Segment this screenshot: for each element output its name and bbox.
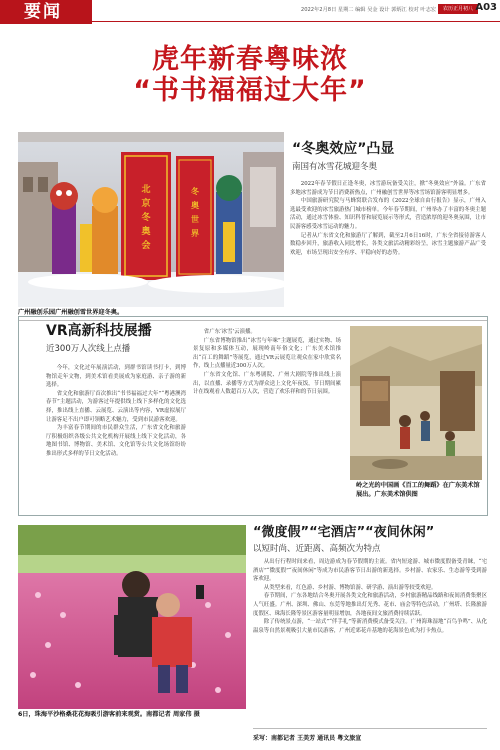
footer-divider [253,728,487,729]
vr-paragraph: 广东省文化馆、广东粤剧院、广州大剧院等推出线上演出，以直播、录播等方式为群众送上文化年夜饭，节日期间累计在线观看人数超百万人次，营造了欢乐祥和的节日氛围。 [193,371,341,396]
snow-photo-caption: 广州融创乐园广州融创雪世界迎冬奥。 [18,309,124,316]
section-name: 要闻 [0,0,92,24]
vr-section-title: VR高新科技展播 [46,323,152,339]
holiday-section-body [253,558,487,724]
snow-paragraph: 中国旅游研究院与马蜂窝联合发布的《2022全球自由行报告》显示，广州入选最受欢迎的冰雪旅游热门城市榜单。今年春节期间，广州举办了丰富的冬奥主题活动，通过冰雪体验、知识科普和展览展示等形式，营造浓厚的迎冬奥氛围，让市民游客感受冰雪运动的魅力。 [290,198,486,230]
vr-paragraph: 广东省博物馆推出“冰雪与年味”主题展览，通过实物、场景复原和多媒体互动，展现岭南年俗文化；广东美术馆推出“百工的舞蹈”等展览，通过VR云展览让观众在家中欣赏名作，线上点播量近300万人次。 [193,337,341,370]
svg-text:会: 会 [141,241,151,251]
svg-text:京: 京 [141,199,151,209]
svg-text:奥: 奥 [141,227,151,237]
vr-column-1 [46,364,186,512]
vr-paragraph: 省文化和旅游厅首次推出“书书福福过大年”“粤港澳湾春节”主题活动，为游客过年提供线上线下多样化的文化选择，推出线上直播、云展览、云演出等内容，VR虚拟展厅让游客足不出户即可领略艺术魅力，受到市民游客欢迎。 [46,390,186,423]
svg-text:北: 北 [141,185,151,195]
issue-meta: 2022年2月8日 星期二 编辑 吴金 设计 郭炳江 校对 叶志宏 [300,7,436,13]
svg-text:冬: 冬 [141,213,151,223]
snow-section-body [290,180,486,305]
vr-paragraph: 省广东‘冰雪’云演播。 [203,329,256,335]
snow-world-photo [18,132,284,307]
holiday-section-subtitle: 以短时尚、近距离、高频次为特点 [253,544,381,554]
svg-text:界: 界 [191,229,199,238]
painting-photo [350,326,482,480]
page-number: A03 [475,2,497,13]
vr-section-subtitle: 近300万人次线上点播 [46,344,131,354]
main-headline [0,44,500,106]
holiday-paragraph: 春节期间，广东各地结合冬奥开展各类文化和旅游活动，乡村旅游精品线路和夜间消费集聚区人气旺盛。广州、深圳、佛山、东莞等地推出灯光秀、花市、庙会等特色活动，广州塔、长隆旅游度假区、珠海长隆等景区游客量明显增加，各地夜间文旅消费持续活跃。 [253,593,487,617]
snow-paragraph: 2022年春节假日正逢冬奥，冰雪游玩备受关注，掀“冬奥效应”外溢。广东省多地冰雪游成为节日消费新热点，广州融创雪世界等冰雪场馆游客明显增多。 [290,181,486,196]
holiday-paragraph: 从出行行程时间来看，周边游成为春节假期的主流。省内短途游、城市微度假备受青睐，“宅酒店”“微度假”“夜间休闲”等成为市民游客节日出游的新选择。乡村游、农家乐、生态游等受到游客欢迎。 [253,559,487,583]
flower-field-photo [18,525,246,709]
flower-photo-caption: 6日，珠海平沙格桑花花海吸引游客前来观赏。南都记者 周家伟 摄 [18,711,200,718]
main-headline-line2: “书书福福过大年” [133,75,367,106]
holiday-paragraph: 除了传统景点游，“一站式”“伴手礼”等新消费模式备受关注。广州海珠湿地“百鸟争鸣”、从化温泉等自然景观吸引大量市民游客，广州近郊花卉基地的花海景色成为打卡热点。 [253,619,487,634]
holiday-paragraph: 从类型来看，红色游、乡村游、博物馆游、研学游、演出游等较受欢迎。 [263,584,437,591]
vr-paragraph: 今年，文化过年展演活动，到群书馆读书打卡，到博物馆走年文物，到美术馆看美展成为家庭游、亲子游的新选择。 [46,365,186,389]
snow-section-subtitle: 南国有冰雪花城迎冬奥 [292,162,378,172]
header-tag: 农历正月初八 [438,4,478,14]
svg-text:世: 世 [191,215,199,224]
svg-text:奥: 奥 [191,201,199,210]
article-credits: 采写：南都记者 王美芳 通讯员 粤文旅宣 [253,735,362,742]
vr-column-2 [193,328,341,512]
painting-caption: 岭之光的中国画《百工的舞蹈》在广东美术馆展出。广东美术馆供图 [356,482,480,498]
snow-section-title: “冬奥效应”凸显 [292,141,395,157]
main-headline-line1: 虎年新春粤味浓 [152,44,348,75]
holiday-section-title: “微度假”“宅酒店”“夜间休闲” [253,525,435,540]
vr-paragraph: 为丰富春节期间的市民群众生活，广东省文化和旅游厅积极组织各级公共文化机构开展线上线下文化活动，各地图书馆、博物馆、美术馆、文化馆等公共文化场馆纷纷推出形式多样的节日文化活动。 [46,425,186,457]
page-header [0,0,500,22]
snow-paragraph: 记者从广东省文化和旅游厅了解到，截至2月6日16时，广东全省接待游客人数稳步回升，旅游收入同比增长，各类文旅活动精彩纷呈，冰雪主题旅游产品广受欢迎，市场呈现出安全有序、平稳向好的态势。 [290,232,486,256]
svg-text:冬: 冬 [191,187,199,196]
